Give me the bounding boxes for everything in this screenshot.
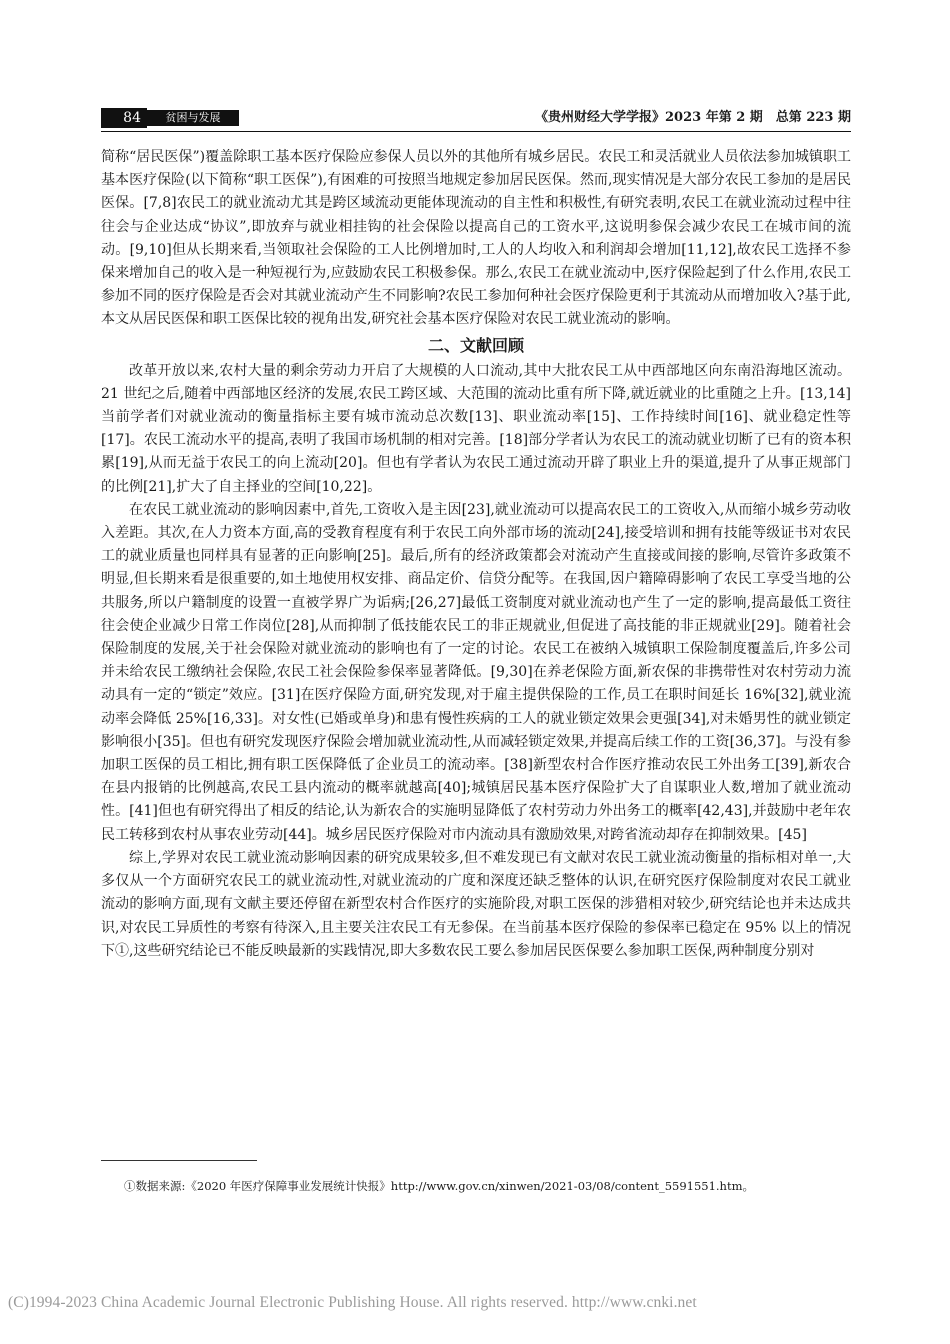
journal-info: 《贵州财经大学学报》2023 年第 2 期 总第 223 期 <box>535 110 851 125</box>
article-body <box>101 146 851 963</box>
paragraph-literature-1: 改革开放以来,农村大量的剩余劳动力开启了大规模的人口流动,其中大批农民工从中西部地区向东南沿海地区流动。21 世纪之后,随着中西部地区经济的发展,农民工跨区域、大范围的流动比重有所下降,就近就业的比重随之上升。[13,14]当前学者们对就业流动的衡量指标主要有城市流动总次数[13]、职业流动率[15]、工作持续时间[16]、就业稳定性等[17]。农民工流动水平的提高,表明了我国市场机制的相对完善。[18]部分学者认为农民工的流动就业切断了已有的资本积累[19],从而无益于农民工的向上流动[20]。但也有学者认为农民工通过流动开辟了职业上升的渠道,提升了从事正规部门的比例[21],扩大了自主择业的空间[10,22]。 <box>101 362 851 495</box>
copyright-notice: (C)1994-2023 China Academic Journal Electronic Publishing House. All rights reserved. http://www.cnki.net <box>8 1294 697 1311</box>
paragraph-intro-continued: 简称“居民医保”)覆盖除职工基本医疗保险应参保人员以外的其他所有城乡居民。农民工和灵活就业人员依法参加城镇职工基本医疗保险(以下简称“职工医保”),有困难的可按照当地规定参加居民医保。然而,现实情况是大部分农民工参加的是居民医保。[7,8]农民工的就业流动尤其是跨区域流动更能体现流动的自主性和积极性,有研究表明,农民工在就业流动过程中往往会与企业达成“协议”,即放弃与就业相挂钩的社会保险以提高自己的工资水平,这说明参保会减少农民工在城市间的流动。[9,10]但从长期来看,当领取社会保险的工人比例增加时,工人的人均收入和利润却会增加[11,12],故农民工选择不参保来增加自己的收入是一种短视行为,应鼓励农民工积极参保。那么,农民工在就业流动中,医疗保险起到了什么作用,农民工参加不同的医疗保险是否会对其就业流动产生不同影响?农民工参加何种社会医疗保险更利于其流动从而增加收入?基于此,本文从居民医保和职工医保比较的视角出发,研究社会基本医疗保险对农民工就业流动的影响。 <box>101 149 851 328</box>
paragraph-literature-3: 综上,学界对农民工就业流动影响因素的研究成果较多,但不难发现已有文献对农民工就业流动衡量的指标相对单一,大多仅从一个方面研究农民工的就业流动性,对就业流动的广度和深度还缺乏整体的认识,在研究医疗保险制度对农民工就业流动的影响方面,现有文献主要还停留在新型农村合作医疗的实施阶段,对职工医保的涉猎相对较少,研究结论也并未达成共识,对农民工异质性的考察有待深入,且主要关注农民工有无参保。在当前基本医疗保险的参保率已稳定在 95% 以上的情况下①,这些研究结论已不能反映最新的实践情况,即大多数农民工要么参加居民医保要么参加职工医保,两种制度分别对 <box>101 849 851 959</box>
footnote: ①数据来源:《2020 年医疗保障事业发展统计快报》http://www.gov.cn/xinwen/2021-03/08/content_5591551.htm。 <box>124 1179 754 1193</box>
page-number: 84 <box>101 108 147 128</box>
column-tag: 贫困与发展 <box>147 110 239 126</box>
paragraph-literature-2: 在农民工就业流动的影响因素中,首先,工资收入是主因[23],就业流动可以提高农民工的工资收入,从而缩小城乡劳动收入差距。其次,在人力资本方面,高的受教育程度有利于农民工向外部市场的流动[24],接受培训和拥有技能等级证书对农民工的就业质量也同样具有显著的正向影响[25]。最后,所有的经济政策都会对流动产生直接或间接的影响,尽管许多政策不明显,但长期来看是很重要的,如土地使用权安排、商品定价、信贷分配等。在我国,因户籍障碍影响了农民工享受当地的公共服务,所以户籍制度的设置一直被学界广为诟病;[26,27]最低工资制度对就业流动也产生了一定的影响,提高最低工资往往会使企业减少日常工作岗位[28],从而抑制了低技能农民工的非正规就业,但促进了高技能的非正规就业[29]。随着社会保险制度的发展,关于社会保险对就业流动的影响也有了一定的讨论。农民工在被纳入城镇职工保险制度覆盖后,许多公司并未给农民工缴纳社会保险,农民工社会保险参保率显著降低。[9,30]在养老保险方面,新农保的非携带性对农村劳动力流动具有一定的“锁定”效应。[31]在医疗保险方面,研究发现,对于雇主提供保险的工作,员工在职时间延长 16%[32],就业流动率会降低 25%[16,33]。对女性(已婚或单身)和患有慢性疾病的工人的就业锁定效果会更强[34],对未婚男性的就业锁定影响很小[35]。但也有研究发现医疗保险会增加就业流动性,从而减轻锁定效果,并提高后续工作的工资[36,37]。与没有参加职工医保的员工相比,拥有职工医保降低了企业员工的流动率。[38]新型农村合作医疗推动农民工外出务工[39],新农合在县内报销的比例越高,农民工县内流动的概率就越高[40];城镇居民基本医疗保险扩大了自谋职业人数,增加了就业流动性。[41]但也有研究得出了相反的结论,认为新农合的实施明显降低了农村劳动力外出务工的概率[42,43],并鼓励中老年农民工转移到农村从事农业劳动[44]。城乡居民医疗保险对市内流动具有激励效果,对跨省流动却存在抑制效果。[45] <box>101 501 851 843</box>
running-header <box>101 108 851 130</box>
footnote-rule <box>101 1160 257 1161</box>
header-rule <box>101 131 851 132</box>
section-title: 二、文献回顾 <box>427 335 524 355</box>
